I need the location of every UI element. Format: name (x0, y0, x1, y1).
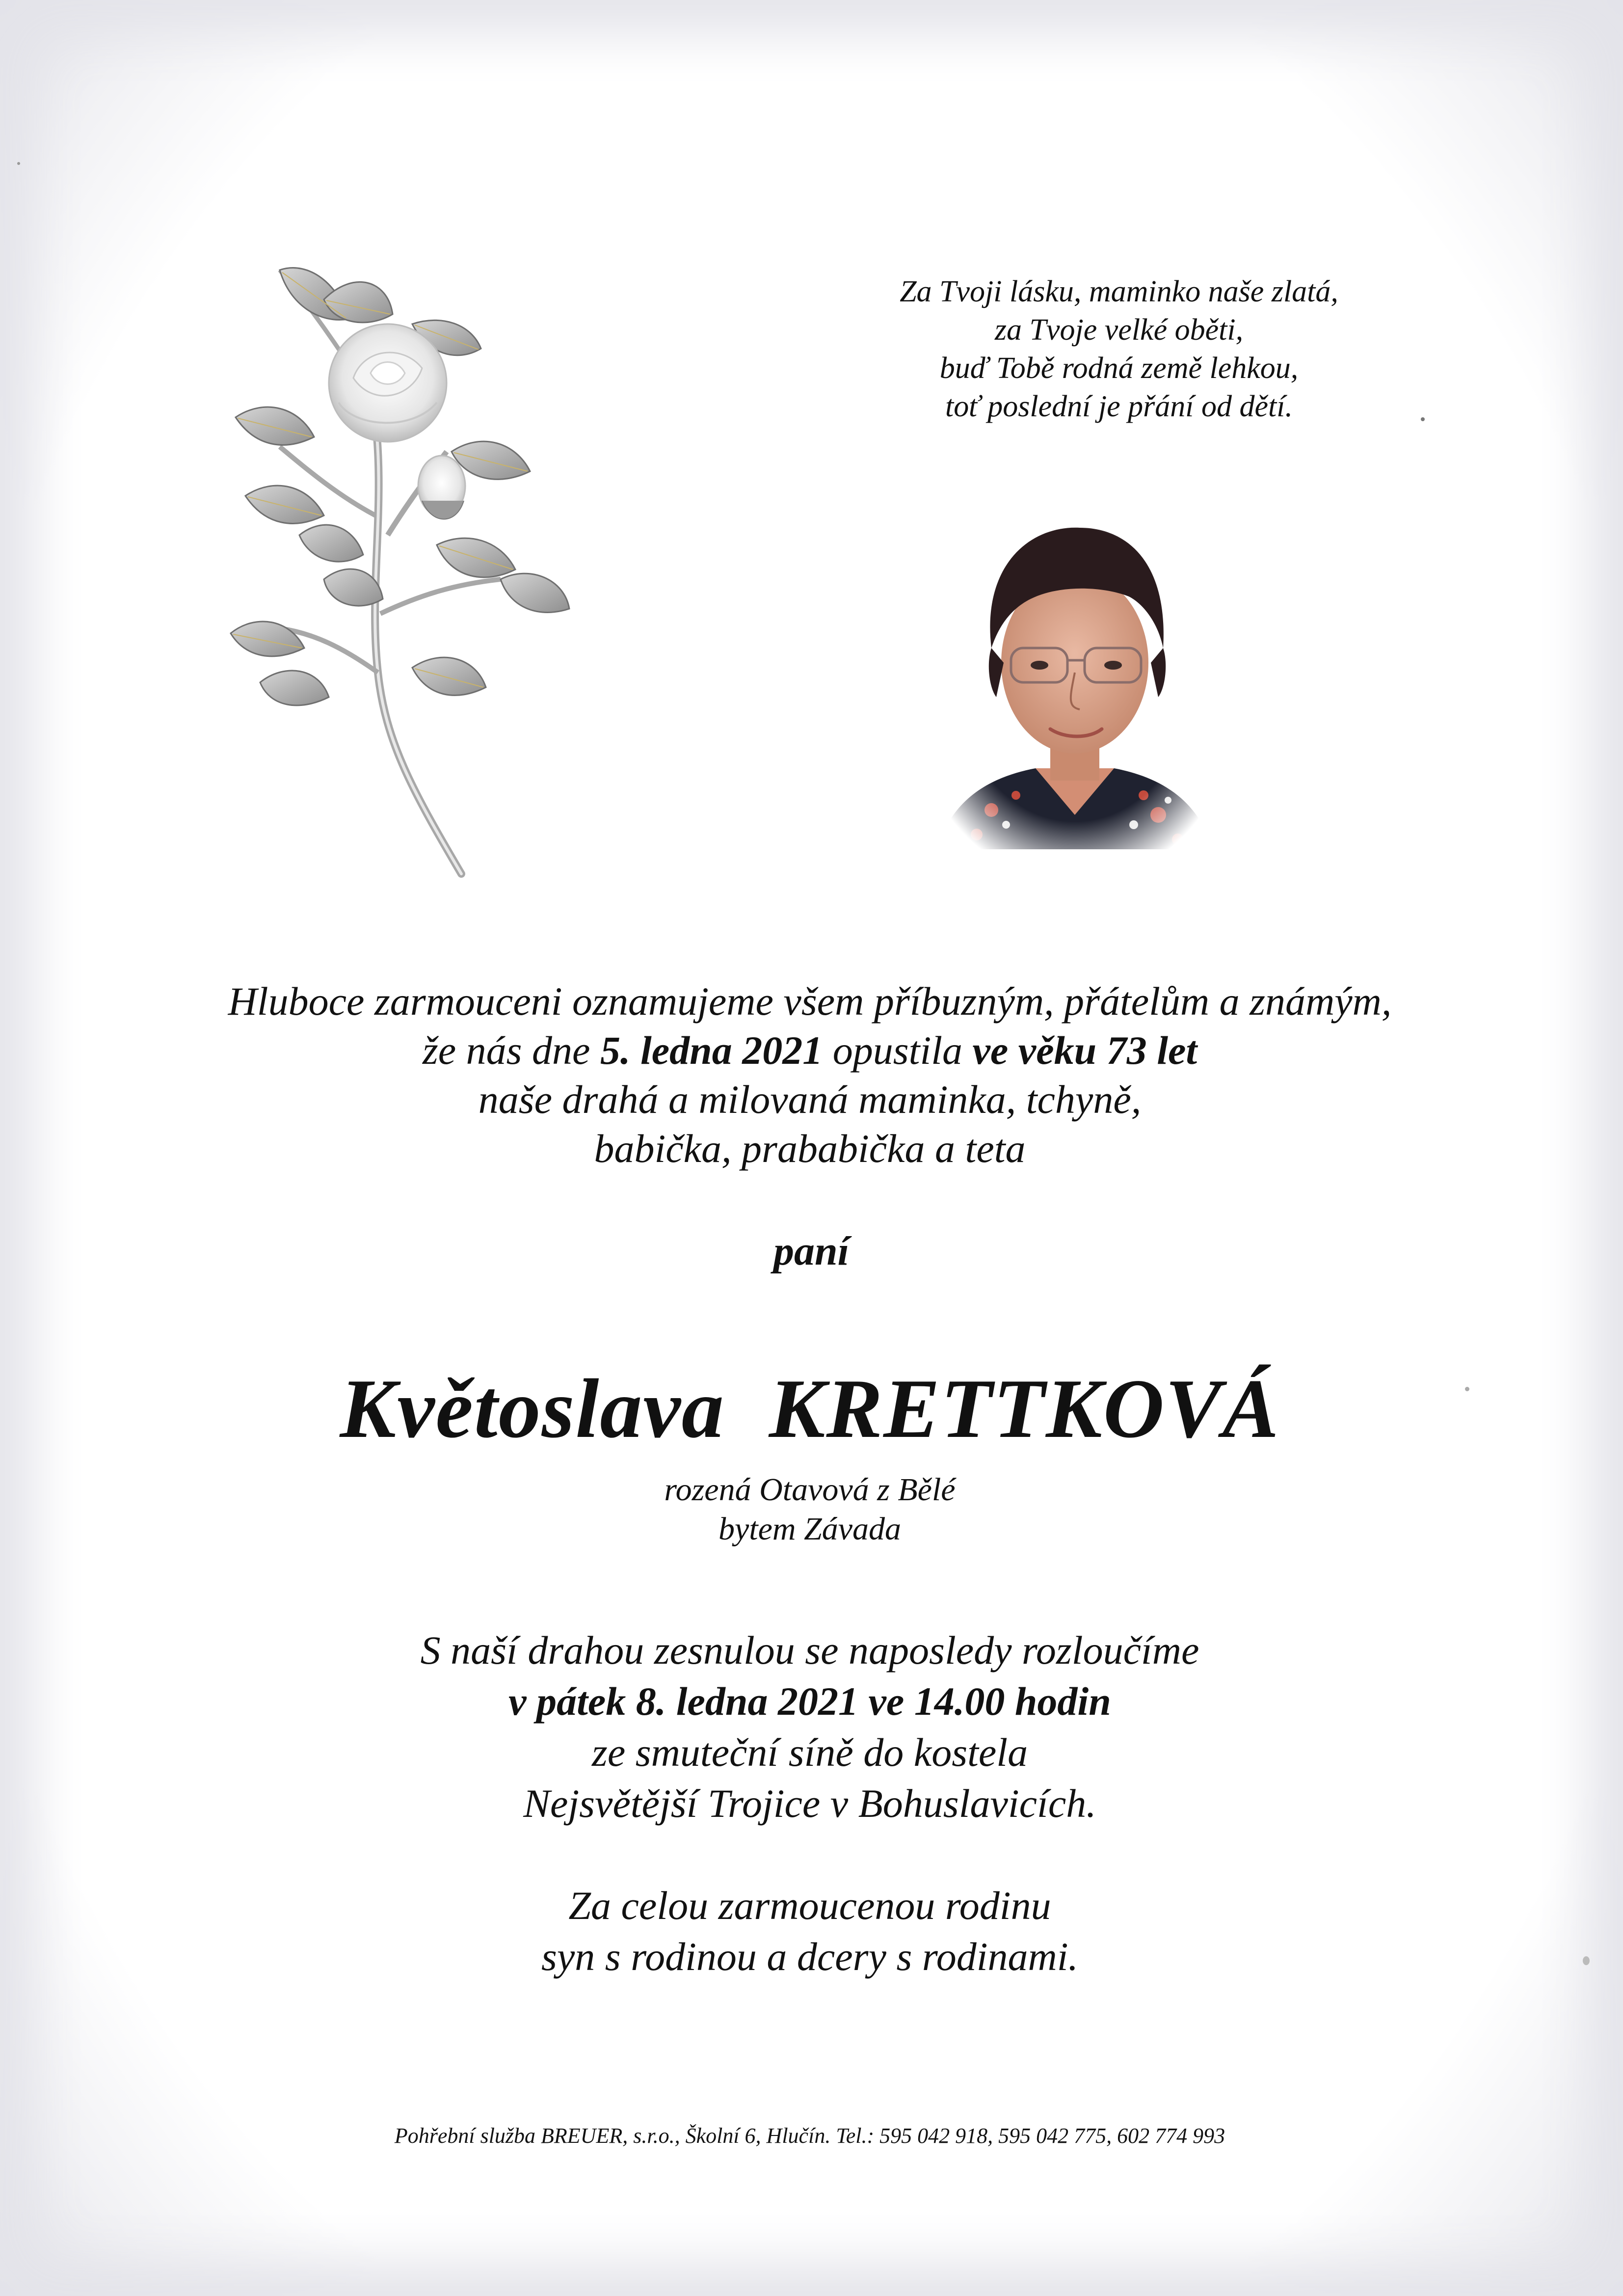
announcement-line: naše drahá a milovaná maminka, tchyně, (478, 1077, 1142, 1122)
funeral-location: Nejsvětější Trojice v Bohuslavicích. (523, 1781, 1096, 1826)
scan-speck (17, 162, 20, 165)
announcement-text: opustila (832, 1028, 963, 1073)
family-line: syn s rodinou a dcery s rodinami. (541, 1934, 1079, 1979)
deceased-details (417, 1470, 1202, 1549)
announcement-line-date (123, 1026, 1497, 1075)
death-announcement (123, 977, 1497, 1173)
verse-line: za Tvoje velké oběti, (994, 313, 1244, 347)
deceased-name (123, 1360, 1497, 1458)
funeral-service-footer: Pohřební služba BREUER, s.r.o., Školní 6, Hlučín. Tel.: 595 042 918, 595 042 775, 602 774 993 (394, 2124, 1225, 2148)
funeral-datetime-text: v pátek 8. ledna 2021 ve 14.00 hodin (508, 1679, 1111, 1724)
verse-line: toť poslední je přání od dětí. (945, 390, 1293, 423)
scan-speck (1583, 1956, 1590, 1965)
verse-line: Za Tvoji lásku, maminko naše zlatá, (900, 275, 1338, 308)
funeral-details (123, 1625, 1497, 1829)
family-signature (123, 1880, 1497, 1982)
family-line: Za celou zarmoucenou rodinu (568, 1883, 1051, 1928)
honorific: paní (773, 1228, 850, 1274)
first-name: Květoslava (340, 1362, 725, 1456)
verse-line: buď Tobě rodná země lehkou, (939, 351, 1299, 385)
announcement-line: babička, prababička a teta (594, 1126, 1026, 1171)
funeral-line: S naší drahou zesnulou se naposledy rozloučíme (420, 1628, 1199, 1673)
memorial-verse (825, 272, 1413, 426)
last-name: KRETTKOVÁ (769, 1362, 1280, 1456)
rose-illustration (226, 241, 579, 884)
funeral-line: ze smuteční síně do kostela (591, 1730, 1028, 1775)
announcement-text: že nás dne (422, 1028, 590, 1073)
scan-speck (1421, 417, 1425, 421)
announcement-line: Hluboce zarmouceni oznamujeme všem příbuzným, přátelům a známým, (228, 979, 1392, 1024)
age-at-death: ve věku 73 let (972, 1028, 1197, 1073)
portrait-photo (932, 501, 1217, 849)
residence: bytem Závada (718, 1511, 902, 1547)
maiden-name: rozená Otavová z Bělé (664, 1472, 956, 1508)
scan-speck (1465, 1387, 1469, 1391)
funeral-datetime (123, 1676, 1497, 1727)
date-of-death: 5. ledna 2021 (600, 1028, 823, 1073)
